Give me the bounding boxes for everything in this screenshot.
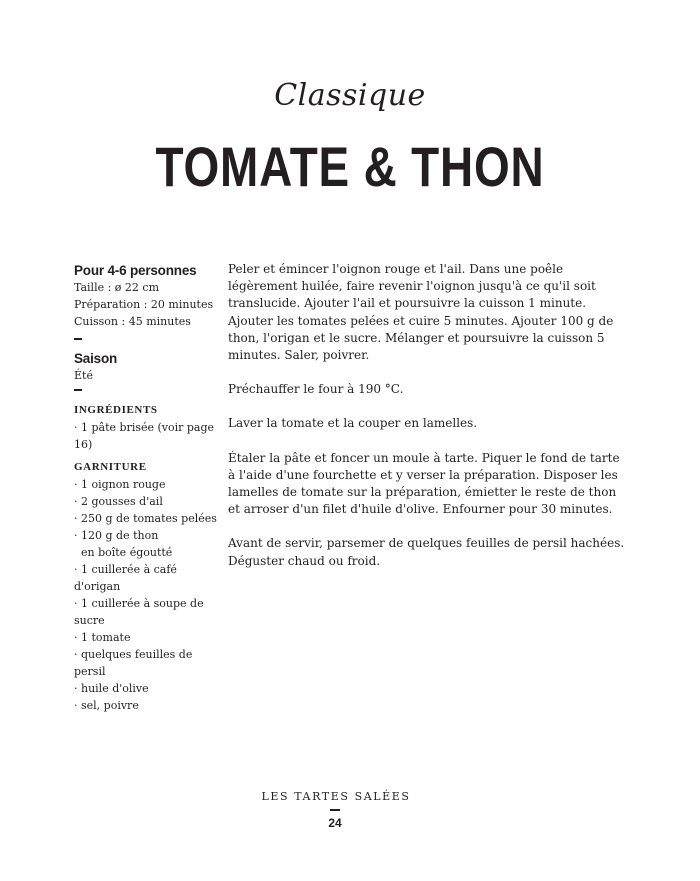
footer-divider bbox=[330, 809, 340, 811]
ingredient-item: · 1 tomate bbox=[74, 631, 131, 644]
step-paragraph: Avant de servir, parsemer de quelques feuilles de persil hachées. Déguster chaud ou froid. bbox=[228, 536, 625, 568]
garniture-heading: GARNITURE bbox=[74, 461, 147, 473]
divider bbox=[74, 338, 82, 340]
season-value: Été bbox=[74, 369, 93, 382]
step-paragraph: Préchauffer le four à 190 °C. bbox=[228, 382, 404, 397]
ingredient-item: · 1 cuillerée à soupe de sucre bbox=[74, 597, 204, 627]
season-heading: Saison bbox=[74, 351, 118, 366]
step-paragraph: Laver la tomate et la couper en lamelles. bbox=[228, 416, 478, 431]
step-paragraph: Étaler la pâte et foncer un moule à tarte. Piquer le fond de tarte à l'aide d'une fourchette et y verser la préparation. Disposer les lamelles de tomate sur la préparation, émietter le reste de thon et arroser d'un filet d'huile d'olive. Enfourner pour 30 minutes. bbox=[228, 450, 620, 517]
ingredient-item: · quelques feuilles de persil bbox=[74, 648, 193, 678]
step-paragraph: Peler et émincer l'oignon rouge et l'ail. Dans une poêle légèrement huilée, faire revenir l'oignon jusqu'à ce qu'il soit translucide. Ajouter l'ail et poursuivre la cuisson 1 minute. Ajouter les tomates pelées et cuire 5 minutes. Ajouter 100 g de thon, l'origan et le sucre. Mélanger et poursuivre la cuisson 5 minutes. Saler, poivrer. bbox=[228, 262, 614, 363]
recipe-title: TOMATE & THON bbox=[155, 135, 545, 198]
servings-heading: Pour 4-6 personnes bbox=[74, 263, 197, 278]
ingredients-heading: INGRÉDIENTS bbox=[74, 404, 158, 416]
ingredient-item: · 1 pâte brisée (voir page 16) bbox=[74, 421, 215, 451]
detail-prep-time: Préparation : 20 minutes bbox=[74, 298, 214, 311]
detail-size: Taille : ø 22 cm bbox=[74, 281, 160, 294]
category-script-title: Classique bbox=[274, 78, 426, 113]
ingredient-item: · 250 g de tomates pelées bbox=[74, 512, 217, 525]
page-number: 24 bbox=[328, 816, 342, 830]
ingredient-item: · sel, poivre bbox=[74, 699, 139, 712]
section-footer: LES TARTES SALÉES bbox=[261, 790, 411, 803]
ingredient-item: · 1 oignon rouge bbox=[74, 478, 166, 491]
recipe-sidebar bbox=[74, 262, 224, 714]
recipe-steps bbox=[228, 261, 628, 587]
ingredient-item: · 120 g de thon bbox=[74, 529, 159, 542]
divider bbox=[74, 389, 82, 391]
ingredient-item: · huile d'olive bbox=[74, 682, 149, 695]
ingredients-list bbox=[74, 419, 224, 453]
ingredient-item: · 2 gousses d'ail bbox=[74, 495, 163, 508]
ingredient-item: en boîte égoutté bbox=[74, 546, 173, 559]
garniture-list bbox=[74, 476, 224, 714]
detail-cook-time: Cuisson : 45 minutes bbox=[74, 315, 191, 328]
ingredient-item: · 1 cuillerée à café d'origan bbox=[74, 563, 177, 593]
